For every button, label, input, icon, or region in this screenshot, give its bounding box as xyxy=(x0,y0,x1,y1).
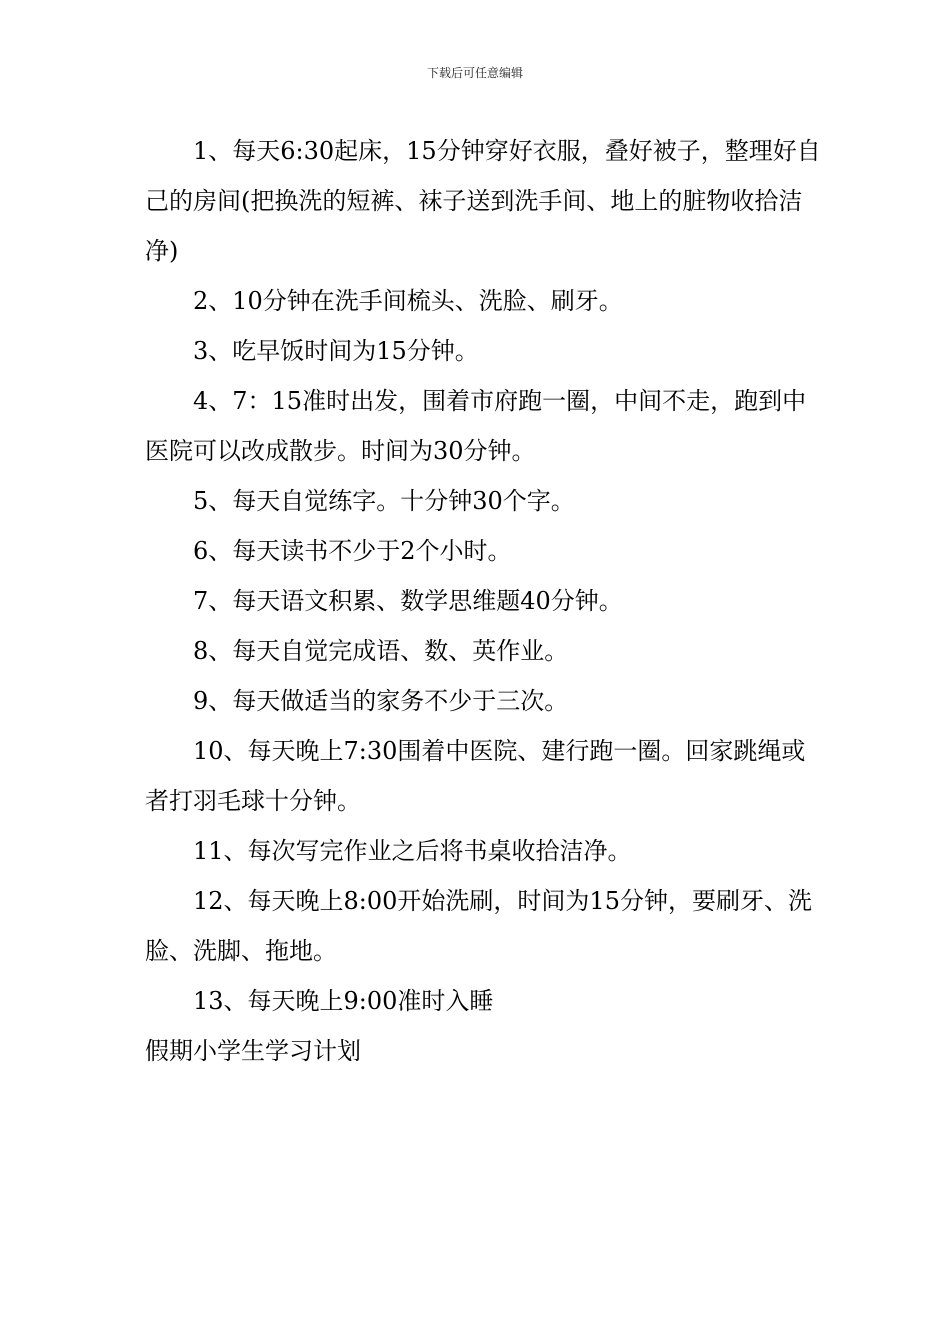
plan-item-9: 9、每天做适当的家务不少于三次。 xyxy=(193,687,569,715)
plan-item-8: 8、每天自觉完成语、数、英作业。 xyxy=(193,637,569,665)
page-header: 下载后可任意编辑 xyxy=(426,66,523,80)
plan-item-13: 13、每天晚上9:00准时入睡 xyxy=(193,987,494,1015)
footer-title: 假期小学生学习计划 xyxy=(145,1037,361,1065)
plan-item-4: 4、7：15准时出发，围着市府跑一圈，中间不走，跑到中医院可以改成散步。时间为30分钟。 xyxy=(145,387,807,465)
document-body xyxy=(145,126,825,1076)
plan-item-11: 11、每次写完作业之后将书桌收拾洁净。 xyxy=(193,837,632,865)
plan-item-1: 1、每天6:30起床，15分钟穿好衣服，叠好被子，整理好自己的房间(把换洗的短裤、袜子送到洗手间、地上的脏物收拾洁净) xyxy=(145,137,821,265)
plan-item-2: 2、10分钟在洗手间梳头、洗脸、刷牙。 xyxy=(193,287,623,315)
plan-item-3: 3、吃早饭时间为15分钟。 xyxy=(193,337,479,365)
plan-item-5: 5、每天自觉练字。十分钟30个字。 xyxy=(193,487,575,515)
plan-item-7: 7、每天语文积累、数学思维题40分钟。 xyxy=(193,587,623,615)
plan-item-6: 6、每天读书不少于2个小时。 xyxy=(193,537,512,565)
plan-item-10: 10、每天晚上7:30围着中医院、建行跑一圈。回家跳绳或者打羽毛球十分钟。 xyxy=(145,737,806,815)
plan-item-12: 12、每天晚上8:00开始洗刷，时间为15分钟，要刷牙、洗脸、洗脚、拖地。 xyxy=(145,887,812,965)
